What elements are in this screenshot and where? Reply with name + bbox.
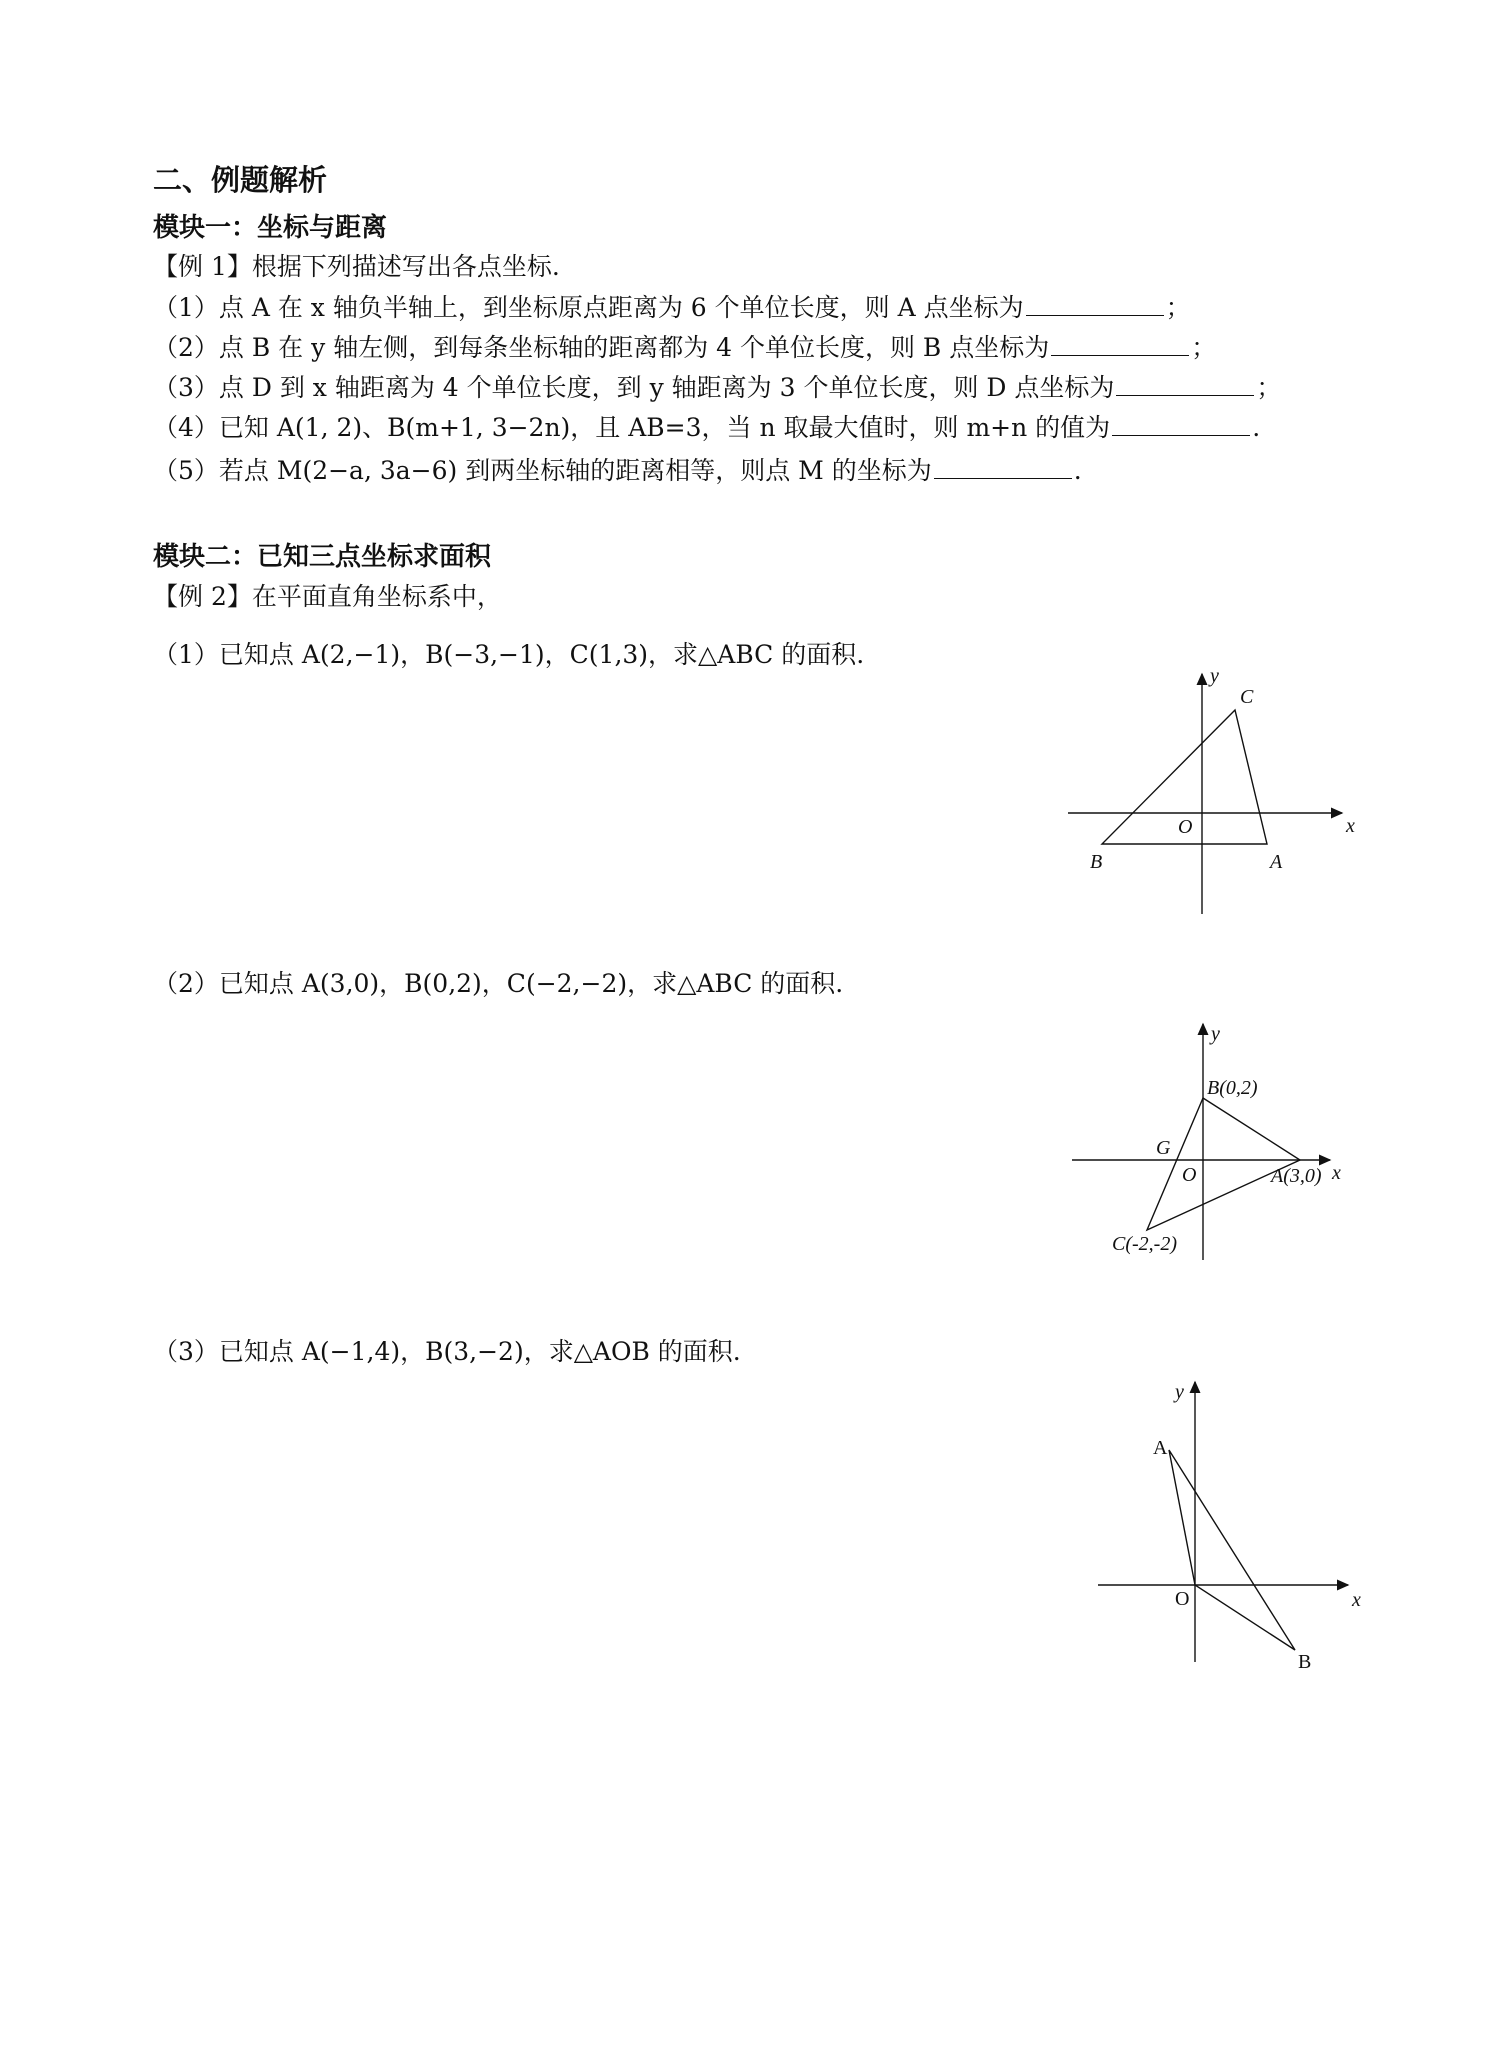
example2-item-3: （3）已知点 A(−1,4)，B(3,−2)，求△AOB 的面积. [153,1337,741,1366]
point-a-label: A(3,0) [1271,1165,1322,1187]
answer-blank [1116,371,1254,396]
answer-blank [934,454,1072,479]
answer-blank [1051,331,1189,356]
answer-blank [1026,291,1164,316]
example1-item-5 [153,454,1082,488]
point-a-label: A [1270,851,1283,873]
point-a-label: A [1153,1437,1168,1459]
point-b-label: B(0,2) [1207,1077,1258,1099]
item-text: （5）若点 M(2−a, 3a−6) 到两坐标轴的距离相等，则点 M 的坐标为 [153,456,932,485]
example1-item-2 [153,331,1216,365]
answer-blank [1112,411,1250,436]
point-b-label: B [1298,1651,1312,1670]
triangle-aob [1169,1450,1295,1650]
triangle-abc [1147,1098,1300,1230]
figure-3 [1080,1370,1380,1670]
item-text: （1）点 A 在 x 轴负半轴上，到坐标原点距离为 6 个单位长度，则 A 点坐标为 [153,293,1024,322]
origin-label: O [1182,1164,1197,1186]
example1-intro: 【例 1】根据下列描述写出各点坐标. [153,252,560,281]
item-text: （4）已知 A(1, 2)、B(m+1, 3−2n)，且 AB=3，当 n 取最大值时，则 m+n 的值为 [153,413,1111,442]
y-axis-label: y [1210,668,1219,687]
point-b-label: B [1090,851,1103,873]
example2-intro: 【例 2】在平面直角坐标系中， [153,582,502,611]
item-end: ； [1191,333,1217,362]
y-axis-label: y [1211,1023,1220,1045]
item-text: （3）点 D 到 x 轴距离为 4 个单位长度，到 y 轴距离为 3 个单位长度，则 D 点坐标为 [153,373,1115,402]
example2-item-2: （2）已知点 A(3,0)，B(0,2)，C(−2,−2)，求△ABC 的面积. [153,969,844,998]
figure-1 [1060,668,1360,918]
point-c-label: C [1240,686,1254,708]
example1-item-4 [153,411,1260,445]
example1-item-3 [153,371,1281,405]
item-end: ； [1256,373,1282,402]
x-axis-label: x [1346,815,1355,837]
item-end: . [1073,456,1082,485]
figure-2-svg [1060,1020,1360,1270]
module2-title: 模块二：已知三点坐标求面积 [153,542,492,572]
figure-3-svg [1080,1370,1380,1670]
figure-1-svg [1060,668,1360,918]
item-end: ； [1165,293,1191,322]
origin-label: O [1175,1588,1190,1610]
item-text: （2）点 B 在 y 轴左侧，到每条坐标轴的距离都为 4 个单位长度，则 B 点坐标为 [153,333,1050,362]
point-g-label: G [1156,1137,1171,1159]
origin-label: O [1178,816,1193,838]
point-c-label: C(-2,-2) [1112,1233,1177,1255]
item-end: . [1252,413,1261,442]
example2-item-1: （1）已知点 A(2,−1)，B(−3,−1)，C(1,3)，求△ABC 的面积. [153,640,865,669]
x-axis-label: x [1352,1589,1361,1611]
example1-item-1 [153,291,1191,325]
figure-2 [1060,1020,1360,1270]
y-axis-label: y [1175,1381,1184,1403]
x-axis-label: x [1332,1162,1341,1184]
section-heading: 二、例题解析 [153,163,328,197]
module1-title: 模块一：坐标与距离 [153,213,388,243]
